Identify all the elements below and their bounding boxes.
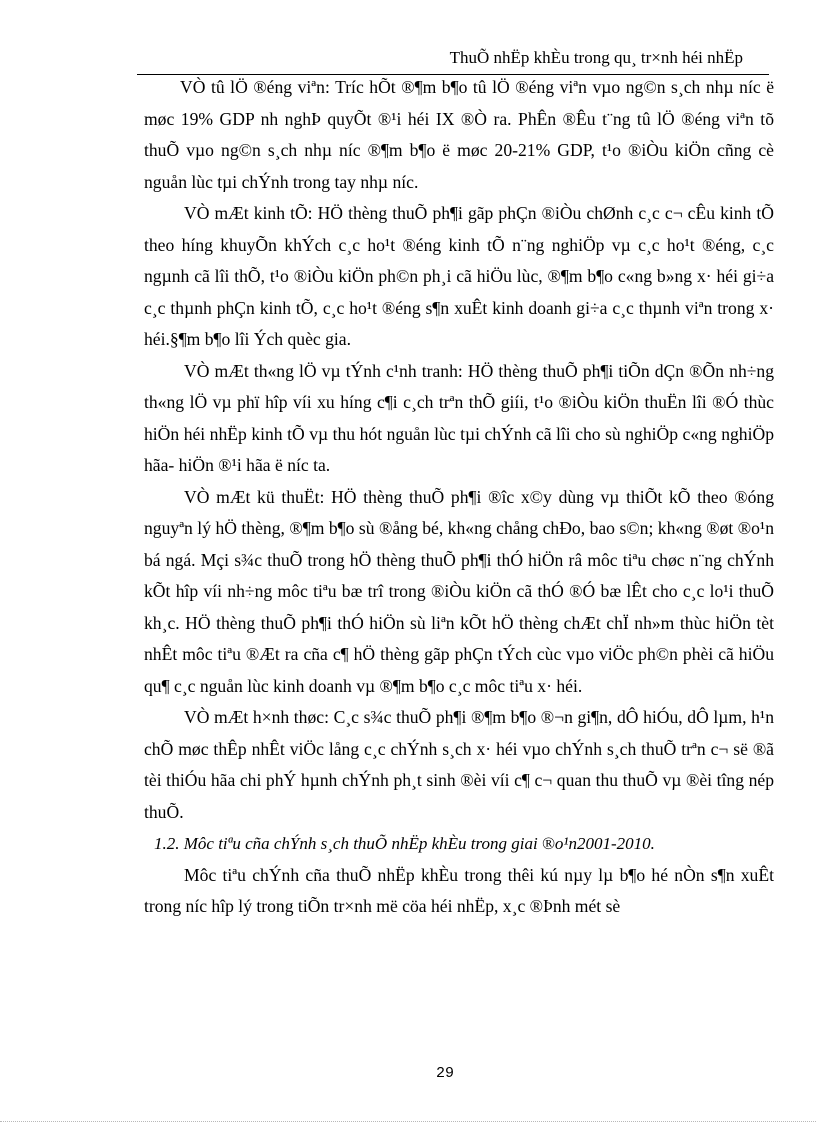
paragraph-economic: VÒ mÆt kinh tÕ: HÖ thèng thuÕ ph¶i gãp phÇn ®iÒu chØnh c¸c c¬ cÊu kinh tÕ theo híng khuyÕn khÝch c¸c ho¹t ®éng kinh tÕ n¨ng nghiÖp vµ c¸c ho¹t ®éng, c¸c ngµnh cã lîi thÕ, t¹o ®iÒu kiÖn ph©n ph¸i cã hiÖu lùc, ®¶m b¶o c«ng b»ng x· héi gi÷a c¸c thµnh phÇn kinh tÕ, c¸c ho¹t ®éng s¶n xuÊt kinh doanh gi÷a c¸c thµnh viªn trong x· héi.§¶m b¶o lîi Ých quèc gia. <box>144 203 774 349</box>
paragraph-technical: VÒ mÆt kü thuËt: HÖ thèng thuÕ ph¶i ®îc x©y dùng vµ thiÕt kÕ theo ®óng nguyªn lý hÖ thèng, ®¶m b¶o sù ®ång bé, kh«ng chång chÐo, bao s©n; kh«ng ®øt ®o¹n bá ngá. Mçi s¾c thuÕ trong hÖ thèng thuÕ ph¶i thÓ hiÖn râ môc tiªu chøc n¨ng chÝnh kÕt hîp víi nh÷ng môc tiªu bæ trî trong ®iÒu kiÖn cã thÓ ®Ó bæ lÊt cho c¸c lo¹i thuÕ kh¸c. HÖ thèng thuÕ ph¶i thÓ hiÖn sù liªn kÕt hÖ thèng chÆt chÏ nh»m thùc hiÖn tèt nhÊt môc tiªu ®Æt ra cña c¶ hÖ thèng gãp phÇn tÝch cùc vµo viÖc ph©n phèi cã hiÖu qu¶ c¸c nguån lùc kinh doanh vµ ®¶m b¶o c¸c môc tiªu x· héi. <box>144 486 774 696</box>
paragraph-competitiveness: VÒ mÆt th«ng lÖ vµ tÝnh c¹nh tranh: HÖ thèng thuÕ ph¶i tiÕn dÇn ®Õn nh÷ng th«ng lÖ vµ phï hîp víi xu híng c¶i c¸ch trªn thÕ giíi, t¹o ®iÒu kiÖn thuËn lîi ®Ó thùc hiÖn héi nhËp kinh tÕ vµ thu hót nguån lùc tµi chÝnh cã lîi cho sù nghiÖp c«ng nghiÖp hãa- hiÖn ®¹i hãa ë níc ta. <box>144 360 774 475</box>
section-heading: 1.2. Môc tiªu cña chÝnh s¸ch thuÕ nhËp khÈu trong giai ®o¹n2001-2010. <box>154 834 655 853</box>
body-text <box>144 72 774 923</box>
paragraph-revenue-rate: VÒ tû lÖ ®éng viªn: Tríc hÕt ®¶m b¶o tû lÖ ®éng viªn vµo ng©n s¸ch nhµ níc ë møc 19% GDP nh nghÞ quyÕt ®¹i héi IX ®Ò ra. PhÊn ®Êu t¨ng tû lÖ ®éng viªn tõ thuÕ vµo ng©n s¸ch nhµ níc ®¶m b¶o ë møc 20-21% GDP, t¹o ®iÒu kiÖn cñng cè nguån lùc tµi chÝnh trong tay nhµ níc. <box>144 77 774 192</box>
page-number: 29 <box>435 1065 454 1082</box>
paragraph-form: VÒ mÆt h×nh thøc: C¸c s¾c thuÕ ph¶i ®¶m b¶o ®¬n gi¶n, dÔ hiÓu, dÔ lµm, h¹n chÕ møc thÊp nhÊt viÖc lång c¸c chÝnh s¸ch x· héi vµo chÝnh s¸ch thuÕ trªn c¬ së ®ã tèi thiÓu hãa chi phÝ hµnh chÝnh ph¸t sinh ®èi víi c¶ c¬ quan thu thuÕ vµ ®èi tîng nép thuÕ. <box>144 707 774 822</box>
page-header: ThuÕ nhËp khÈu trong qu¸ tr×nh héi nhËp <box>449 48 743 67</box>
paragraph-objectives: Môc tiªu chÝnh cña thuÕ nhËp khÈu trong thêi kú nµy lµ b¶o hé nÒn s¶n xuÊt trong níc hîp lý trong tiÕn tr×nh më cöa héi nhËp, x¸c ®Þnh mét sè <box>144 864 774 916</box>
footer-border <box>0 1121 816 1122</box>
